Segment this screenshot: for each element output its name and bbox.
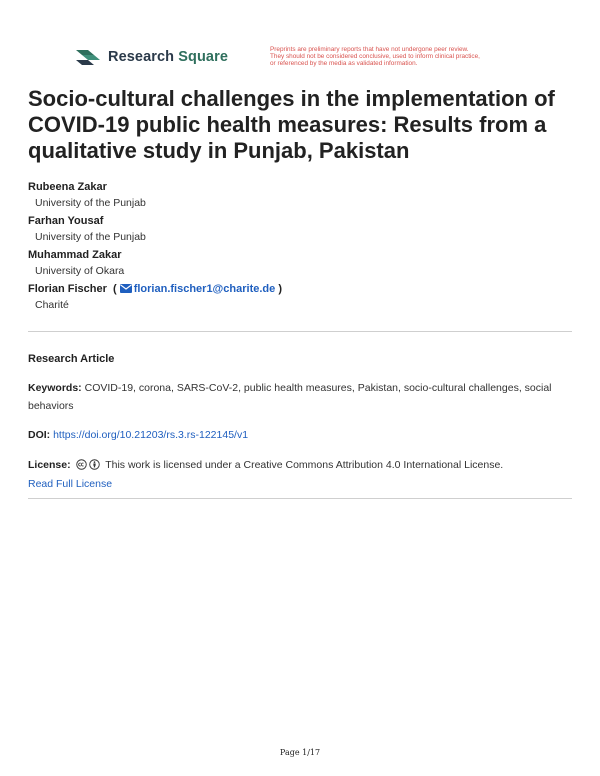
- divider: [28, 331, 572, 332]
- envelope-icon: [120, 284, 132, 293]
- author-email-link[interactable]: florian.fischer1@charite.de: [133, 283, 276, 295]
- keywords-section: [28, 379, 576, 415]
- author-affiliation: University of Okara: [35, 265, 125, 277]
- preprint-notice: [270, 46, 560, 67]
- creative-commons-icon: [76, 459, 87, 470]
- logo-text-accent: Square: [178, 49, 228, 65]
- author-name[interactable]: Farhan Yousaf: [28, 215, 104, 227]
- author-entry: [28, 179, 568, 211]
- doi-label: DOI:: [28, 429, 51, 441]
- author-name[interactable]: Muhammad Zakar: [28, 249, 122, 261]
- header: [74, 46, 544, 76]
- research-square-logo-icon: [74, 46, 102, 68]
- page-number: Page 1/17: [279, 748, 321, 757]
- article-type: Research Article: [28, 353, 115, 365]
- author-list: [28, 179, 568, 315]
- notice-line: or referenced by the media as validated information.: [270, 60, 418, 67]
- notice-line: They should not be considered conclusive, used to inform clinical practice,: [270, 53, 480, 60]
- attribution-icon: [89, 459, 100, 470]
- keywords-text: COVID-19, corona, SARS-CoV-2, public health measures, Pakistan, socio-cultural challenges, social behaviors: [28, 382, 552, 412]
- author-entry: [28, 213, 568, 245]
- author-affiliation: Charité: [35, 299, 69, 311]
- author-entry: [28, 247, 568, 279]
- author-name[interactable]: Rubeena Zakar: [28, 181, 107, 193]
- notice-line: Preprints are preliminary reports that have not undergone peer review.: [270, 46, 469, 53]
- license-text: This work is licensed under a Creative Commons Attribution 4.0 International License.: [105, 459, 504, 471]
- logo-text: [108, 49, 228, 65]
- read-full-license-link[interactable]: Read Full License: [28, 478, 113, 490]
- cc-icons: [76, 459, 101, 476]
- doi-section: [28, 429, 248, 441]
- author-entry: [28, 281, 568, 313]
- email-wrapper: ( florian.fischer1@charite.de ): [109, 283, 282, 295]
- research-square-logo[interactable]: [74, 46, 228, 68]
- logo-text-main: Research: [108, 49, 175, 65]
- author-name-with-email: [28, 281, 568, 297]
- keywords-label: Keywords:: [28, 382, 82, 394]
- license-section: [28, 457, 576, 493]
- doi-link[interactable]: https://doi.org/10.21203/rs.3.rs-122145/v1: [53, 429, 249, 441]
- paper-title: Socio-cultural challenges in the implementation of COVID-19 public health measures: Results from a qualitative study in Punjab, Pakistan: [28, 86, 555, 163]
- divider: [28, 498, 572, 499]
- author-affiliation: University of the Punjab: [35, 197, 146, 209]
- author-affiliation: University of the Punjab: [35, 231, 146, 243]
- author-name[interactable]: Florian Fischer: [28, 283, 107, 295]
- license-label: License:: [28, 459, 71, 471]
